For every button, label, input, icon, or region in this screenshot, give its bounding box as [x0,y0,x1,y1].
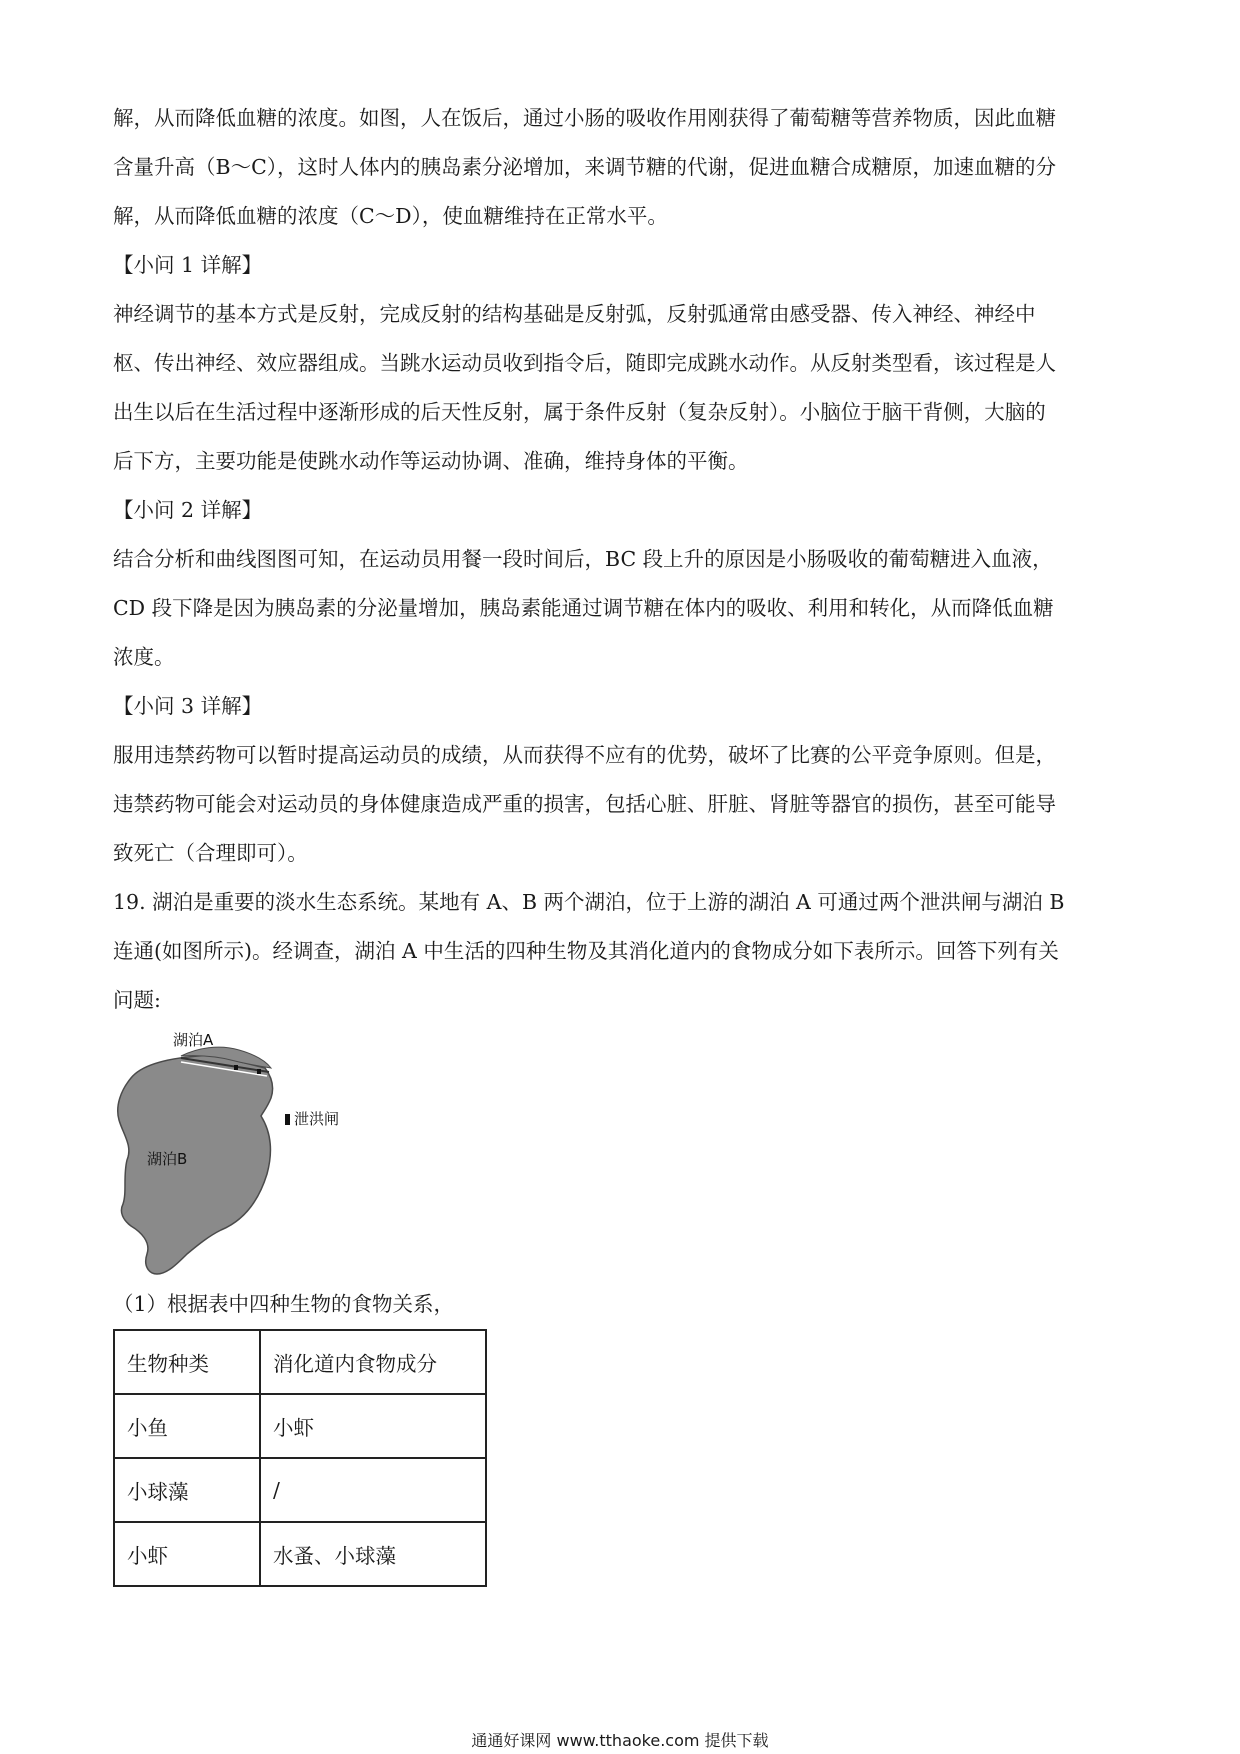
text-line: 解，从而降低血糖的浓度（C～D），使血糖维持在正常水平。 [113,204,668,228]
text-line: 后下方，主要功能是使跳水动作等运动协调、准确，维持身体的平衡。 [113,449,749,473]
question-part-1-intro: （1）根据表中四种生物的食物关系， [113,1292,455,1316]
table-cell: 小球藻 [114,1458,260,1522]
paragraph-q2-answer [113,535,1123,682]
section-heading-q2: 【小问 2 详解】 [113,498,263,522]
sluice-marker [257,1069,261,1074]
text-line: 结合分析和曲线图图可知，在运动员用餐一段时间后，BC 段上升的原因是小肠吸收的葡萄糖进入血液， [113,547,1053,571]
paragraph-blood-sugar [113,94,1123,241]
paragraph-q3-answer [113,731,1123,878]
lake-b-shape [118,1055,273,1274]
sluice-legend-marker [285,1114,290,1125]
table-cell: 小鱼 [114,1394,260,1458]
text-line: 解，从而降低血糖的浓度。如图，人在饭后，通过小肠的吸收作用刚获得了葡萄糖等营养物质，因此血糖 [113,106,1056,130]
page-footer: 通通好课网 www.tthaoke.com 提供下载 [471,1731,769,1750]
text-line: 出生以后在生活过程中逐渐形成的后天性反射，属于条件反射（复杂反射）。小脑位于脑干背侧，大脑的 [113,400,1046,424]
text-line: 服用违禁药物可以暂时提高运动员的成绩，从而获得不应有的优势，破坏了比赛的公平竞争原则。但是， [113,743,1056,767]
text-line: 19. 湖泊是重要的淡水生态系统。某地有 A、B 两个湖泊，位于上游的湖泊 A 可通过两个泄洪闸与湖泊 B [113,890,1065,914]
table-cell: 小虾 [114,1522,260,1586]
text-line: 问题: [113,988,161,1012]
table-row [114,1458,486,1522]
text-line: CD 段下降是因为胰岛素的分泌量增加，胰岛素能通过调节糖在体内的吸收、利用和转化，从而降低血糖 [113,596,1054,620]
section-heading-q3: 【小问 3 详解】 [113,694,263,718]
question-19 [113,878,1123,1025]
lake-a-label: 湖泊A [173,1031,214,1049]
table-row [114,1394,486,1458]
table-cell: 水蚤、小球藻 [260,1522,486,1586]
lake-b-label: 湖泊B [147,1150,188,1168]
text-line: 违禁药物可能会对运动员的身体健康造成严重的损害，包括心脏、肝脏、肾脏等器官的损伤，甚至可能导 [113,792,1056,816]
text-line: 连通(如图所示)。经调查，湖泊 A 中生活的四种生物及其消化道内的食物成分如下表所示。回答下列有关 [113,939,1059,963]
table-row [114,1522,486,1586]
lake-map-figure [113,1028,375,1283]
text-line: 神经调节的基本方式是反射，完成反射的结构基础是反射弧，反射弧通常由感受器、传入神经、神经中 [113,302,1036,326]
text-line: 致死亡（合理即可）。 [113,841,308,865]
column-header-species: 生物种类 [114,1330,260,1394]
food-composition-table [113,1329,487,1587]
section-heading-q1: 【小问 1 详解】 [113,253,263,277]
table-cell: / [260,1458,486,1522]
sluice-marker [234,1065,238,1070]
paragraph-q1-answer [113,290,1123,486]
text-line: 含量升高（B～C），这时人体内的胰岛素分泌增加，来调节糖的代谢，促进血糖合成糖原，加速血糖的分 [113,155,1056,179]
table-header-row [114,1330,486,1394]
text-line: 浓度。 [113,645,175,669]
table-cell: 小虾 [260,1394,486,1458]
column-header-food: 消化道内食物成分 [260,1330,486,1394]
sluice-label: 泄洪闸 [294,1110,340,1128]
text-line: 枢、传出神经、效应器组成。当跳水运动员收到指令后，随即完成跳水动作。从反射类型看，该过程是人 [113,351,1056,375]
